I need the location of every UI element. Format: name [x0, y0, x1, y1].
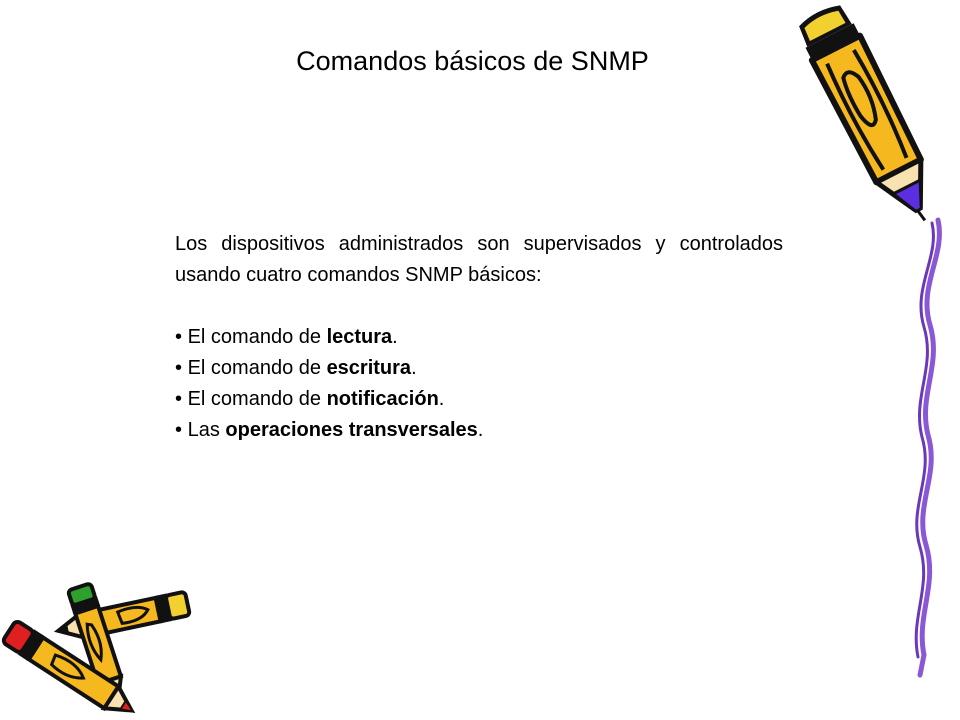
bullet-marker: • [175, 419, 183, 441]
bullet-prefix: Las [187, 419, 226, 441]
bullet-keyword: operaciones transversales [225, 419, 478, 441]
list-item [175, 415, 783, 446]
intro-paragraph: Los dispositivos administrados son supervisados y controlados usando cuatro comandos SNMP básicos: [175, 233, 783, 286]
command-list [175, 322, 783, 446]
list-item [175, 353, 783, 384]
list-item [175, 322, 783, 353]
paragraph-spacer [175, 291, 783, 322]
bullet-prefix: El comando de [187, 357, 327, 379]
bullet-suffix: . [438, 388, 445, 410]
bullet-suffix: . [392, 326, 398, 348]
slide-body [175, 229, 783, 446]
bullet-marker: • [175, 357, 183, 379]
bullet-keyword: notificación [326, 388, 439, 410]
bullet-marker: • [175, 326, 183, 348]
list-item [175, 384, 783, 415]
bullet-prefix: El comando de [187, 388, 327, 410]
squiggle-line [900, 215, 950, 680]
bullet-keyword: lectura [326, 326, 393, 348]
bullet-keyword: escritura [326, 357, 412, 379]
pencils-icon [0, 580, 200, 715]
bullet-marker: • [175, 388, 183, 410]
bullet-suffix: . [411, 357, 417, 379]
bullet-suffix: . [477, 419, 484, 441]
slide-title: Comandos básicos de SNMP [296, 46, 649, 76]
pencil-icon [790, 0, 950, 235]
bullet-prefix: El comando de [187, 326, 327, 348]
